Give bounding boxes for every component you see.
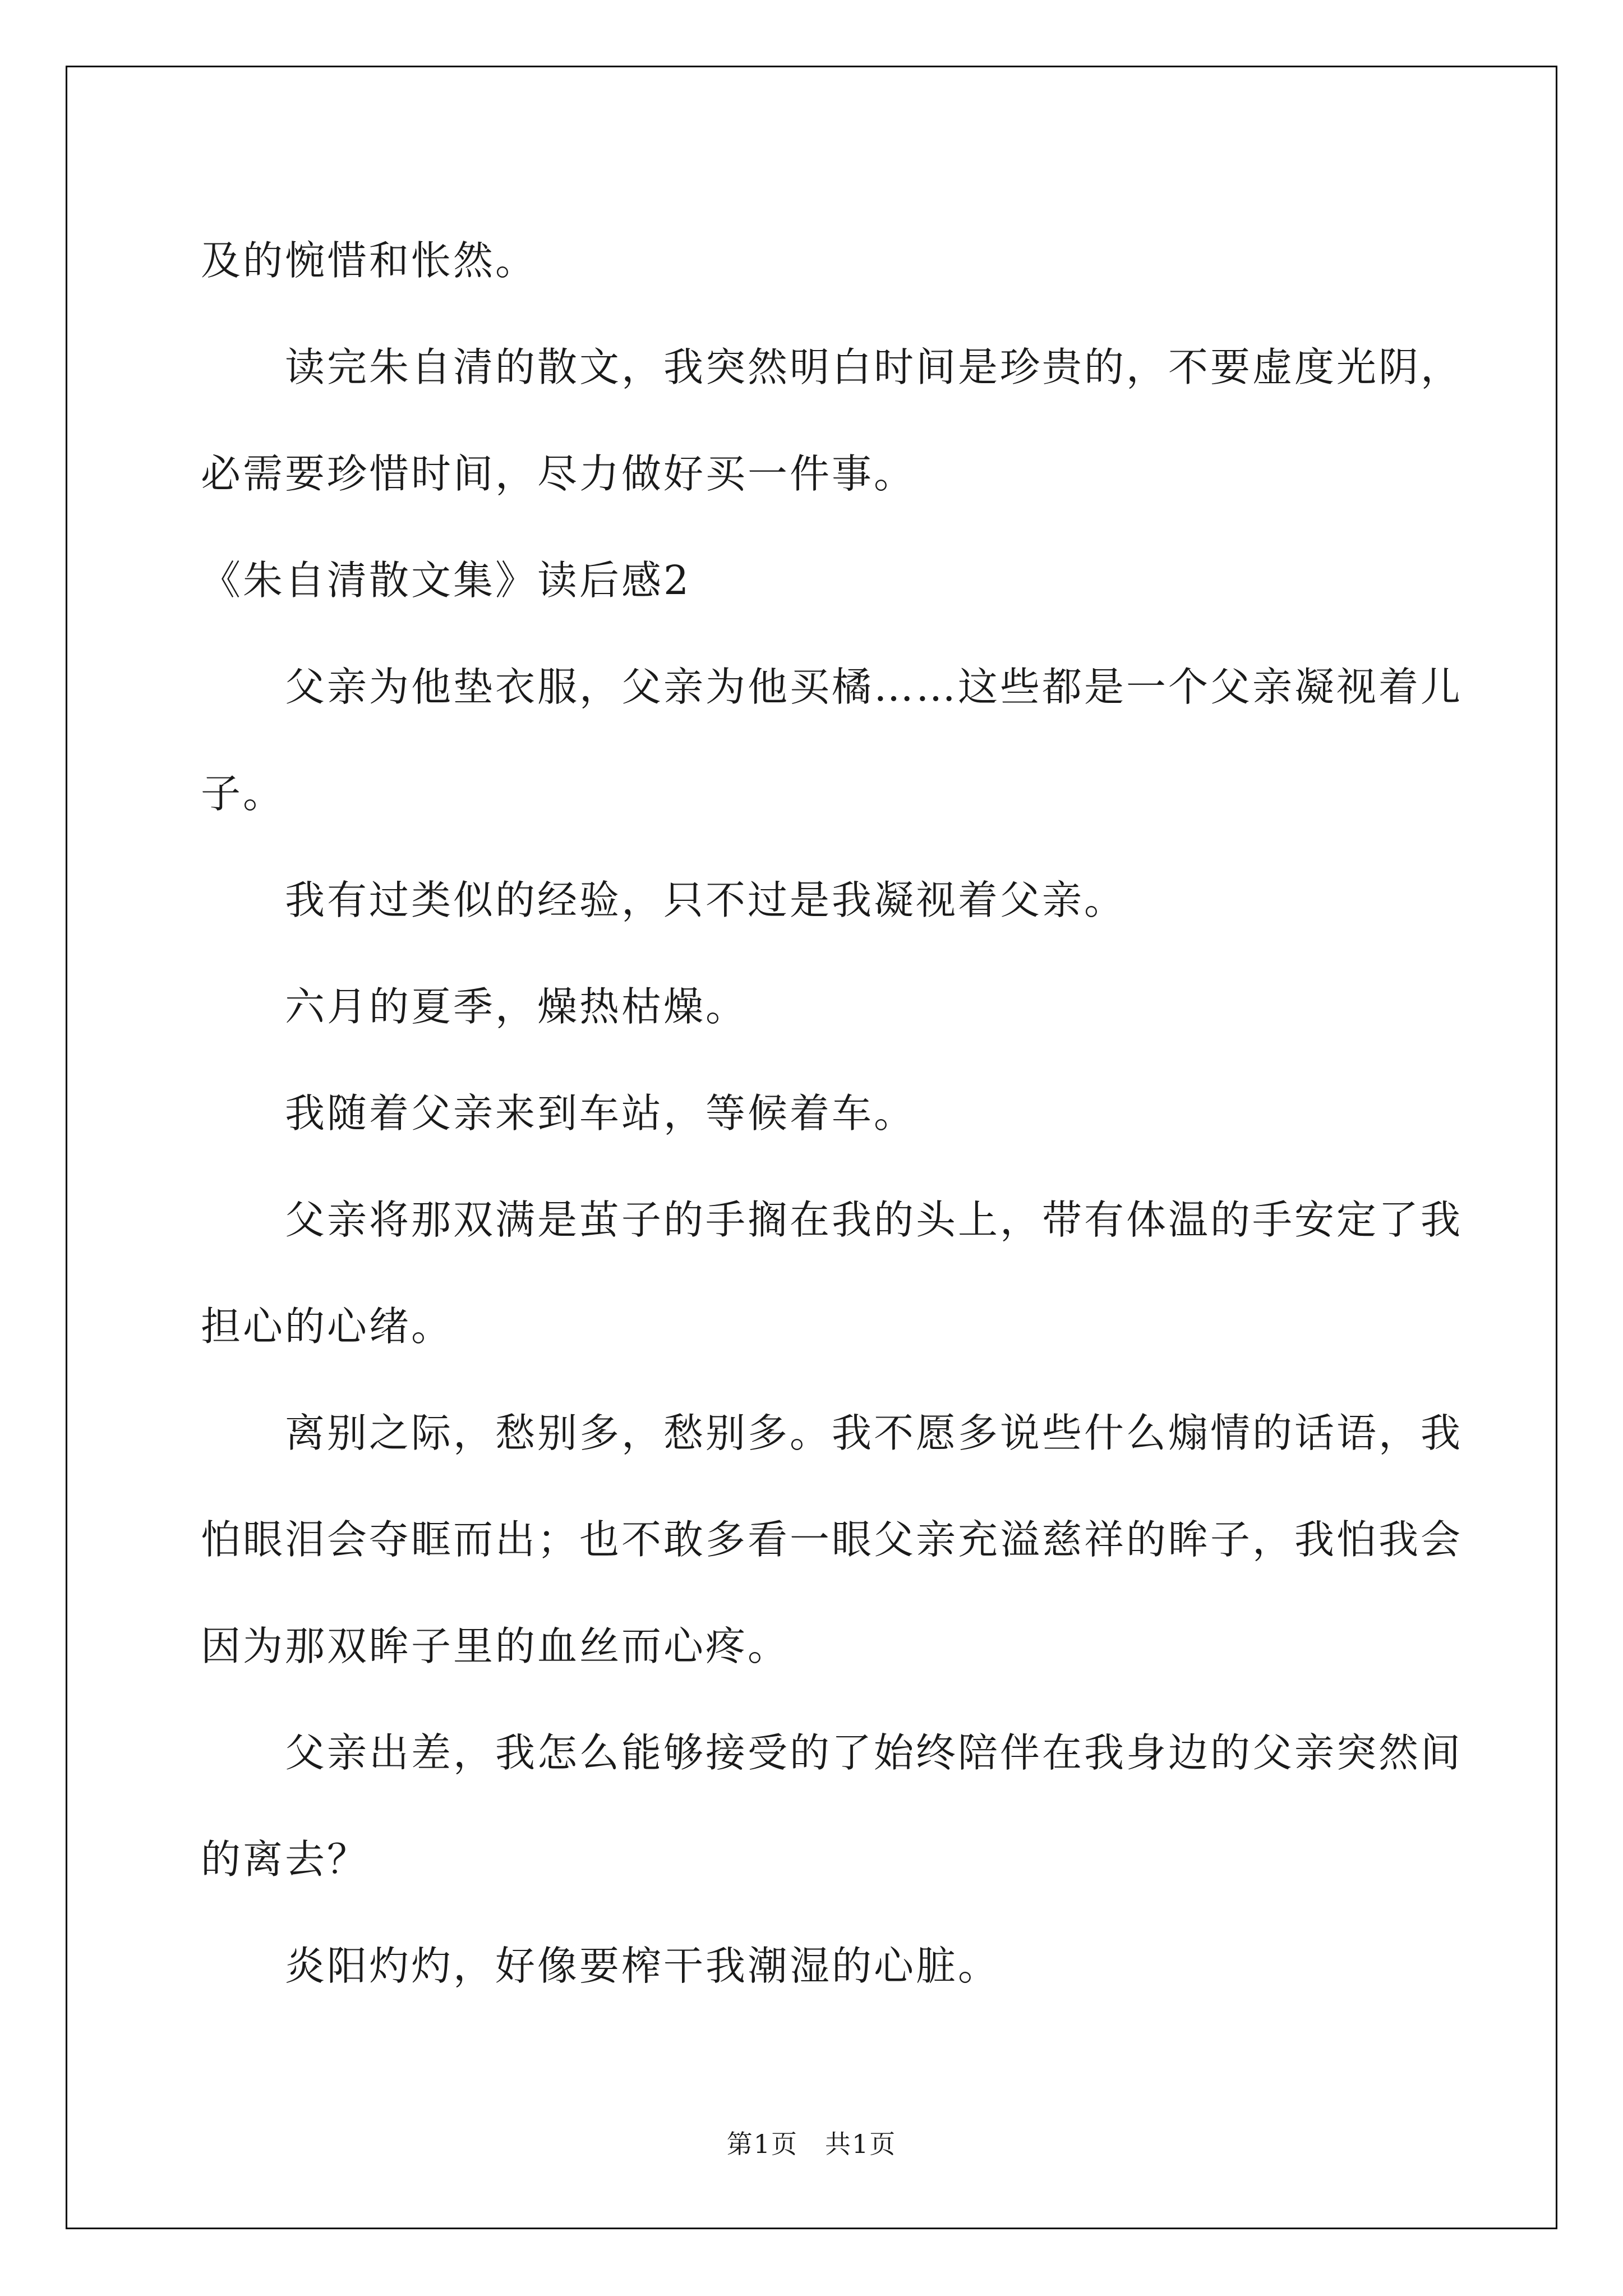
- page-footer: 第1页 共1页: [726, 2129, 897, 2159]
- text-line: 必需要珍惜时间，尽力做好买一件事。: [201, 450, 916, 497]
- text-line: 因为那双眸子里的血丝而心疼。: [201, 1623, 790, 1669]
- text-line: 我有过类似的经验，只不过是我凝视着父亲。: [285, 877, 1127, 923]
- text-line: 子。: [201, 770, 285, 817]
- text-line: 父亲出差，我怎么能够接受的了始终陪伴在我身边的父亲突然间: [285, 1729, 1463, 1776]
- text-line: 我随着父亲来到车站，等候着车。: [285, 1090, 916, 1137]
- text-line: 担心的心绪。: [201, 1303, 454, 1350]
- text-line: 怕眼泪会夺眶而出；也不敢多看一眼父亲充溢慈祥的眸子，我怕我会: [201, 1516, 1463, 1563]
- text-line: 读完朱自清的散文，我突然明白时间是珍贵的，不要虚度光阴，: [285, 344, 1463, 390]
- text-line: 及的惋惜和怅然。: [201, 237, 538, 284]
- text-line: 的离去？: [201, 1836, 370, 1883]
- text-line: 父亲将那双满是茧子的手搁在我的头上，带有体温的手安定了我: [285, 1197, 1463, 1243]
- text-line: 六月的夏季，燥热枯燥。: [285, 983, 748, 1030]
- text-line: 父亲为他垫衣服，父亲为他买橘……这些都是一个父亲凝视着儿: [285, 664, 1463, 710]
- section-heading: 《朱自清散文集》读后感2: [201, 557, 691, 604]
- text-line: 离别之际，愁别多，愁别多。我不愿多说些什么煽情的话语，我: [285, 1410, 1463, 1456]
- text-line: 炎阳灼灼，好像要榨干我潮湿的心脏。: [285, 1943, 1000, 1989]
